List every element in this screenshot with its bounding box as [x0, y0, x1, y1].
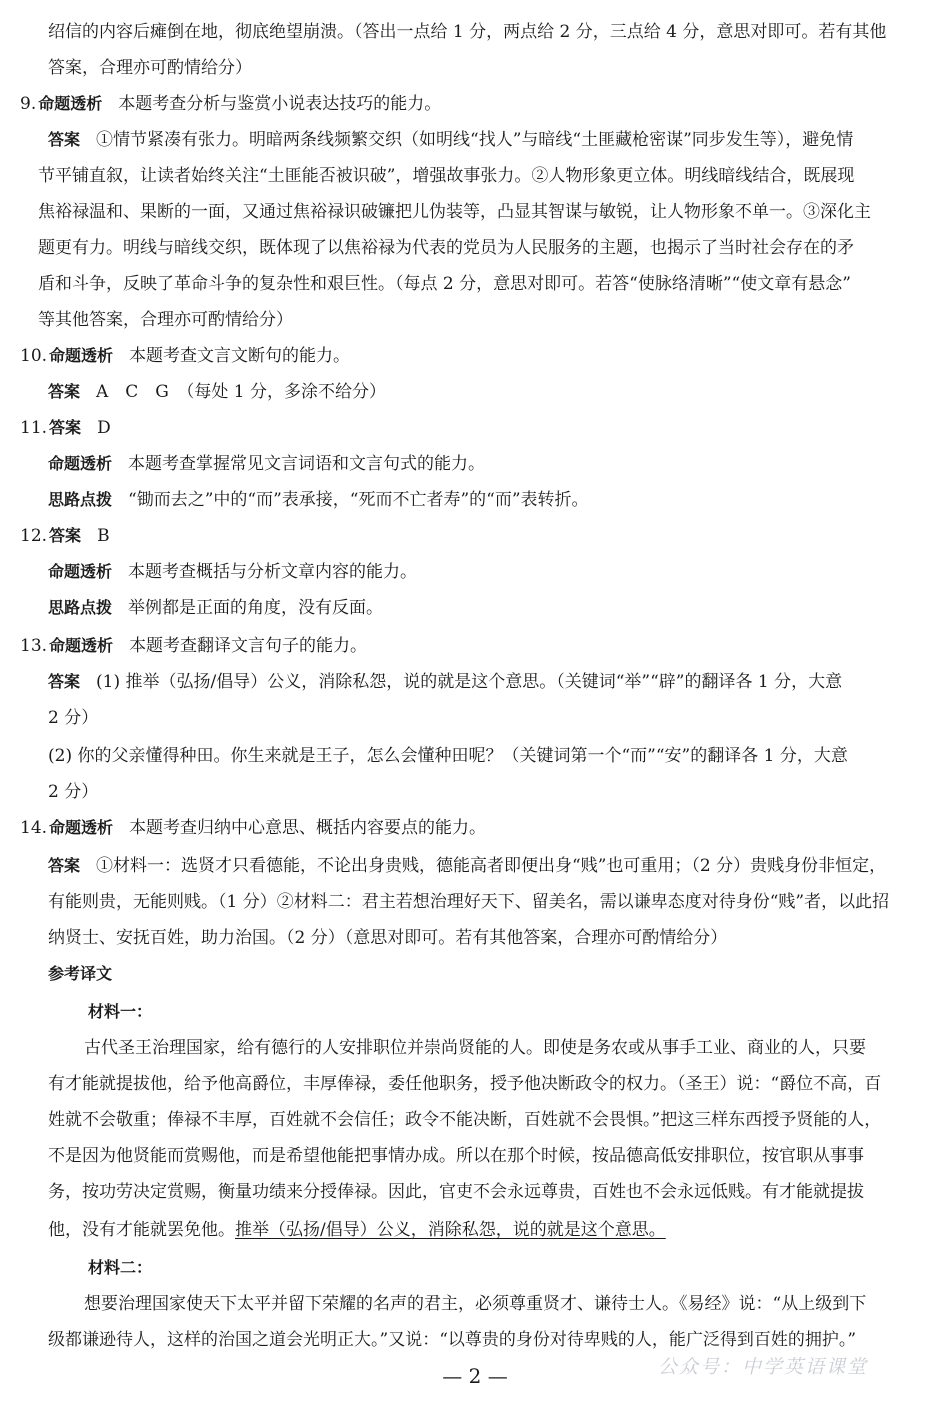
- text-line: 务，按功劳决定赏赐，衡量功绩来分授俸禄。因此，官吏不会永远尊贵，百姓也不会永远低贱。有才能就提拔: [48, 1182, 864, 1202]
- text-line: 焦裕禄温和、果断的一面，又通过焦裕禄识破镰把儿伪装等，凸显其智谋与敏锐，让人物形象不单一。③深化主: [38, 202, 871, 222]
- q12-analysis-line: [48, 558, 928, 586]
- page-number: — 2 —: [442, 1364, 508, 1388]
- hint-text: “锄而去之”中的“而”表承接，“死而不亡者寿”的“而”表转折。: [128, 490, 589, 510]
- question-number: 14.: [20, 818, 48, 838]
- label-analysis: 命题透析: [48, 562, 113, 581]
- analysis-text: 本题考查掌握常见文言词语和文言句式的能力。: [128, 454, 486, 474]
- analysis-text: 本题考查归纳中心意思、概括内容要点的能力。: [129, 818, 487, 838]
- label-answer: 答案: [49, 418, 82, 437]
- text-line: 节平铺直叙，让读者始终关注“土匪能否被识破”，增强故事张力。②人物形象更立体。明线暗线结合，既展现: [38, 166, 855, 186]
- label-analysis: 命题透析: [48, 454, 113, 473]
- q13-answer-line: [48, 668, 928, 696]
- analysis-text: 本题考查概括与分析文章内容的能力。: [128, 562, 418, 582]
- text-line: 有才能就提拔他，给予他高爵位，丰厚俸禄，委任他职务，授予他决断政令的权力。（圣王）说：“爵位不高，百: [48, 1074, 882, 1094]
- text-line: 2 分）: [48, 782, 99, 802]
- label-hint: 思路点拨: [48, 490, 113, 509]
- text-line: 想要治理国家使天下太平并留下荣耀的名声的君主，必须尊重贤才、谦待士人。《易经》说：“从上级到下: [84, 1294, 867, 1314]
- answer-text: A C G （每处 1 分，多涂不给分）: [96, 382, 387, 402]
- text-line: 不是因为他贤能而赏赐他，而是希望他能把事情办成。所以在那个时候，按品德高低安排职位，按官职从事事: [48, 1146, 864, 1166]
- q12-header: [20, 522, 900, 550]
- text-line: 古代圣王治理国家，给有德行的人安排职位并崇尚贤能的人。即使是务农或从事手工业、商业的人，只要: [84, 1038, 866, 1058]
- q11-header: [20, 414, 900, 442]
- q9-answer-line: [48, 126, 928, 154]
- question-number: 13.: [20, 636, 48, 656]
- analysis-text: 本题考查分析与鉴赏小说表达技巧的能力。: [118, 94, 442, 114]
- analysis-text: 本题考查翻译文言句子的能力。: [129, 636, 368, 656]
- label-answer: 答案: [48, 856, 81, 875]
- q14-header: [20, 814, 900, 842]
- analysis-text: 本题考查文言文断句的能力。: [129, 346, 351, 366]
- label-analysis: 命题透析: [49, 346, 114, 365]
- q9-header: [20, 90, 900, 118]
- reference-translation-title: 参考译文: [48, 964, 113, 983]
- label-answer: 答案: [48, 382, 81, 401]
- text-line: 纳贤士、安抚百姓，助力治国。（2 分）（意思对即可。若有其他答案，合理亦可酌情给分）: [48, 928, 728, 948]
- text-line: 2 分）: [48, 708, 99, 728]
- label-analysis: 命题透析: [38, 94, 103, 113]
- answer-text: B: [97, 526, 110, 546]
- text-line: 绍信的内容后瘫倒在地，彻底绝望崩溃。（答出一点给 1 分，两点给 2 分，三点给 4 分，意思对即可。若有其他: [48, 22, 887, 42]
- answer-text: ①材料一：选贤才只看德能，不论出身贵贱，德能高者即便出身“贱”也可重用；（2 分）贵贱身份非恒定，: [96, 856, 887, 876]
- q12-hint-line: [48, 594, 928, 622]
- underlined-sentence: 推举（弘扬/倡导）公义，消除私怨，说的就是这个意思。: [235, 1220, 666, 1240]
- text-line: [48, 1216, 928, 1244]
- question-number: 12.: [20, 526, 48, 546]
- text-line: 答案，合理亦可酌情给分）: [48, 58, 252, 78]
- material-one-title: 材料一：: [88, 1002, 153, 1021]
- text-line: 等其他答案，合理亦可酌情给分）: [38, 310, 293, 330]
- hint-text: 举例都是正面的角度，没有反面。: [128, 598, 384, 618]
- question-number: 10.: [20, 346, 48, 366]
- watermark: 公众号：中学英语课堂: [658, 1356, 869, 1378]
- label-answer: 答案: [48, 672, 81, 691]
- text-line: 姓就不会敬重；俸禄不丰厚，百姓就不会信任；政令不能决断，百姓就不会畏惧。”把这三样东西授予贤能的人，: [48, 1110, 882, 1130]
- q10-answer-line: [48, 378, 928, 406]
- q13-header: [20, 632, 900, 660]
- label-analysis: 命题透析: [49, 636, 114, 655]
- text-line: 级都谦逊待人，这样的治国之道会光明正大。”又说：“以尊贵的身份对待卑贱的人，能广泛得到百姓的拥护。”: [48, 1330, 857, 1350]
- label-analysis: 命题透析: [49, 818, 114, 837]
- answer-text: D: [97, 418, 111, 438]
- label-answer: 答案: [48, 130, 81, 149]
- q10-header: [20, 342, 900, 370]
- question-number: 11.: [20, 418, 48, 438]
- material-two-title: 材料二：: [88, 1258, 153, 1277]
- label-answer: 答案: [49, 526, 82, 545]
- label-hint: 思路点拨: [48, 598, 113, 617]
- answer-text: (1) 推举（弘扬/倡导）公义，消除私怨，说的就是这个意思。（关键词“举”“辟”的翻译各 1 分，大意: [96, 672, 843, 692]
- text-line: 题更有力。明线与暗线交织，既体现了以焦裕禄为代表的党员为人民服务的主题，也揭示了当时社会存在的矛: [38, 238, 854, 258]
- text-span: 他，没有才能就罢免他。: [48, 1220, 235, 1240]
- q14-answer-line: [48, 852, 928, 880]
- text-line: 盾和斗争，反映了革命斗争的复杂性和艰巨性。（每点 2 分，意思对即可。若答“使脉络清晰”“使文章有悬念”: [38, 274, 851, 294]
- answer-text: ①情节紧凑有张力。明暗两条线频繁交织（如明线“找人”与暗线“土匪藏枪密谋”同步发生等），避免情: [96, 130, 854, 150]
- text-line: (2) 你的父亲懂得种田。你生来就是王子，怎么会懂种田呢？（关键词第一个“而”“安”的翻译各 1 分，大意: [48, 746, 848, 766]
- question-number: 9.: [20, 94, 37, 114]
- text-line: 有能则贵，无能则贱。（1 分）②材料二：君主若想治理好天下、留美名，需以谦卑态度对待身份“贱”者，以此招: [48, 892, 890, 912]
- q11-hint-line: [48, 486, 928, 514]
- q11-analysis-line: [48, 450, 928, 478]
